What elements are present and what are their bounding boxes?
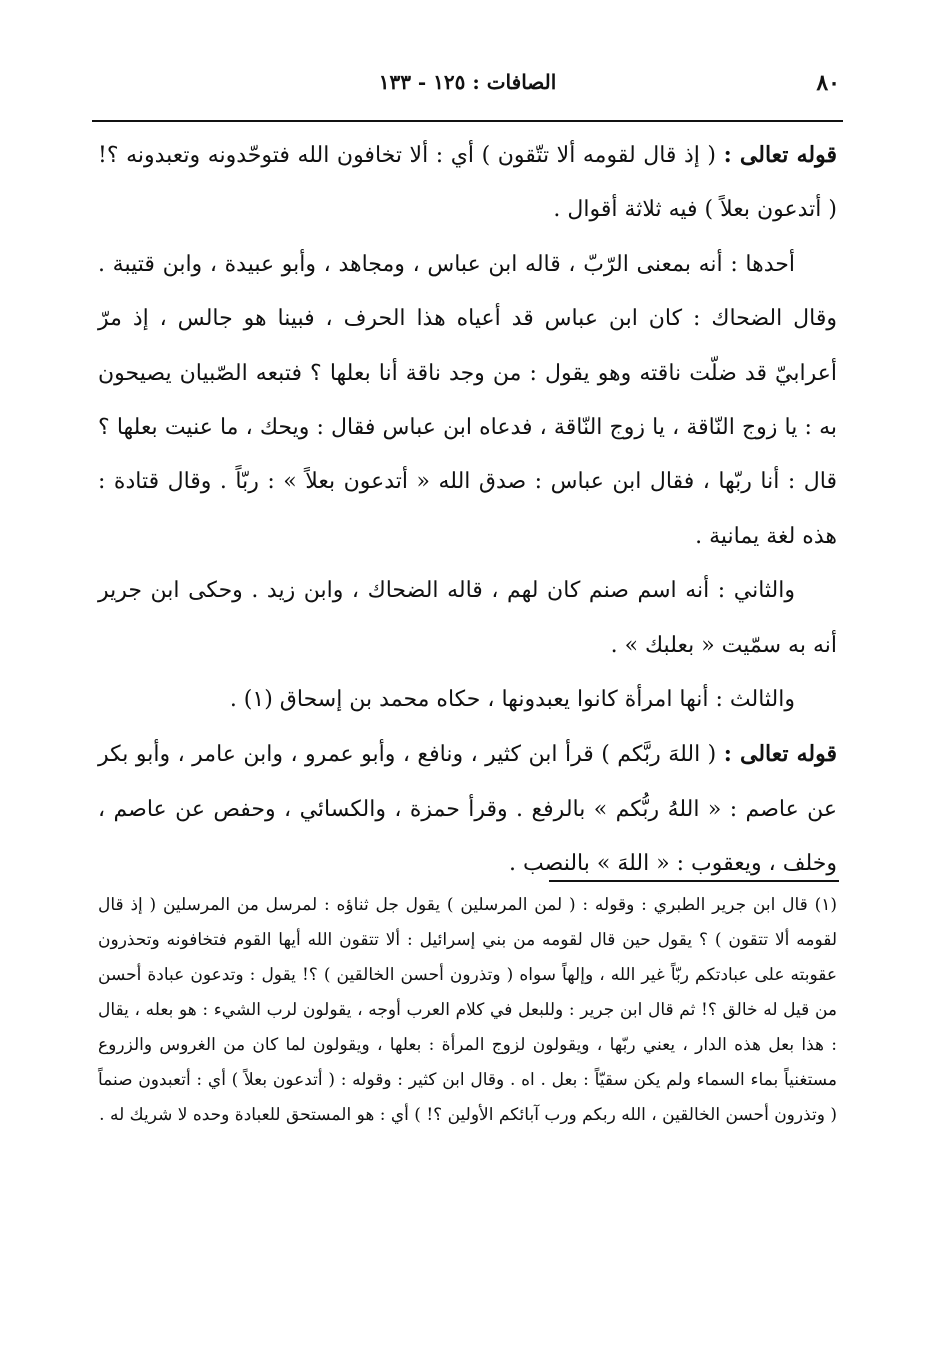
page-number: ٨٠ — [816, 70, 840, 96]
main-text — [98, 128, 837, 892]
paragraph-text: ( إذ قال لقومه ألا تتّقون ) أي : ألا تخافون الله فتوحّدونه وتعبدونه ؟! ( أتدعون بعلاً ) فيه ثلاثة أقوال . — [98, 143, 837, 223]
verse-lead: قوله تعالى : — [723, 142, 837, 168]
footnote: (١) قال ابن جرير الطبري : وقوله : ( لمن المرسلين ) يقول جل ثناؤه : لمرسل من المرسلين ( إذ قال لقومه ألا تتقون ) ؟ يقول حين قال لقومه من بني إسرائيل : ألا تتقون الله أيها القوم فتخافونه وتحذرون عقوبته على عبادتكم ربّاً غير الله ، وإلهاً سواه ( وتذرون أحسن الخالقين ) ؟! يقول : وتدعون عبادة أحسن من قيل له خالق ؟! ثم قال ابن جرير : وللبعل في كلام العرب أوجه ، يقولون لرب الشيء : هو بعله ، يقال : هذا بعل هذه الدار ، يعني ربّها ، ويقولون لزوج المرأة : بعلها ، ويقولون لما كان من الغروس والزروع مستغنياً بماء السماء ولم يكن سقيّاً : بعل . اه . وقال ابن كثير : وقوله : ( أتدعون بعلاً ) أي : أتعبدون صنماً ( وتذرون أحسن الخالقين ، الله ربكم ورب آبائكم الأولين ؟! ) أي : هو المستحق للعبادة وحده لا شريك له . — [98, 895, 837, 1125]
page-header — [95, 70, 840, 110]
footnote-rule — [549, 880, 839, 882]
footnotes — [98, 888, 837, 1133]
paragraph: أحدها : أنه بمعنى الرّبّ ، قاله ابن عباس ، ومجاهد ، وأبو عبيدة ، وابن قتيبة . وقال الضحاك : كان ابن عباس قد أعياه هذا الحرف ، فبينا هو جالس ، إذ مرّ أعرابيّ قد ضلّت ناقته وهو يقول : من وجد ناقة أنا بعلها ؟ فتبعه الصّبيان يصيحون به : يا زوج النّاقة ، يا زوج النّاقة ، فدعاه ابن عباس فقال : ويحك ، ما عنيت بعلها ؟ قال : أنا ربّها ، فقال ابن عباس : صدق الله « أتدعون بعلاً » : ربّاً . وقال قتادة : هذه لغة يمانية . — [98, 251, 837, 549]
paragraph: والثاني : أنه اسم صنم كان لهم ، قاله الضحاك ، وابن زيد . وحكى ابن جرير أنه به سمّيت « بعلبك » . — [98, 578, 837, 658]
paragraph: والثالث : أنها امرأة كانوا يعبدونها ، حكاه محمد بن إسحاق (١) . — [229, 687, 795, 713]
paragraph-text: ( اللهَ ربَّكم ) قرأ ابن كثير ، ونافع ، وأبو عمرو ، وابن عامر ، وأبو بكر عن عاصم : « اللهُ ربُّكم » بالرفع . وقرأ حمزة ، والكسائي ، وحفص عن عاصم ، وخلف ، ويعقوب : « اللهَ » بالنصب . — [98, 742, 837, 877]
verse-lead: قوله تعالى : — [723, 741, 837, 768]
paragraph — [98, 727, 837, 891]
running-head: الصافات : ١٢٥ - ١٣٣ — [378, 70, 557, 94]
paragraph — [98, 128, 837, 238]
header-rule — [92, 120, 843, 122]
